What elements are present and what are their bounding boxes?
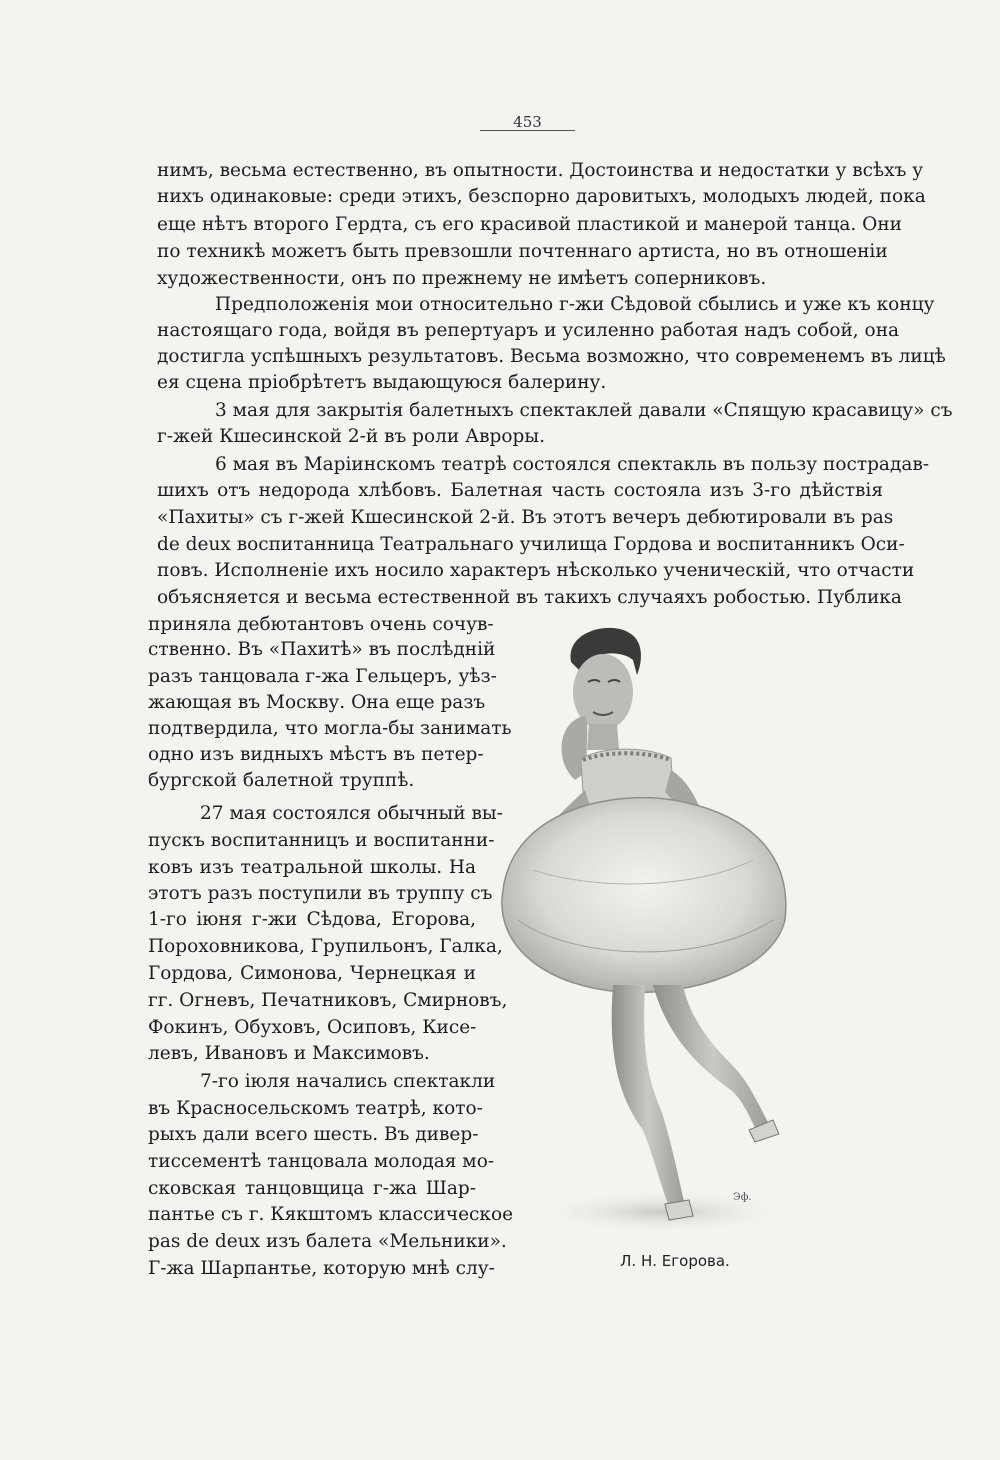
text-line: настоящаго года, войдя въ репертуаръ и усиленно работая надъ собой, она [157,320,900,341]
text-line: нимъ, весьма естественно, въ опытности. Достоинства и недостатки у всѣхъ у [157,160,924,181]
text-line: 3 мая для закрытія балетныхъ спектаклей давали «Спящую красавицу» съ [215,400,953,421]
text-line: pas de deux изъ балета «Мельники». [148,1231,507,1252]
page-number: 453 [513,113,542,131]
text-line: Пороховникова, Групильонъ, Галка, [148,936,503,957]
text-line: приняла дебютантовъ очень сочув- [148,614,494,635]
text-line: подтвердила, что могла-бы занимать [148,718,512,739]
text-line: ственно. Въ «Пахитѣ» въ послѣдній [148,639,496,660]
text-line: одно изъ видныхъ мѣстъ въ петер- [148,744,484,765]
text-line: ея сцена пріобрѣтетъ выдающуюся балерину. [157,372,607,393]
text-line: «Пахиты» съ г-жей Кшесинской 2-й. Въ этотъ вечеръ дебютировали въ pas [157,507,894,528]
text-line: жающая въ Москву. Она еще разъ [148,692,486,713]
page-number-rule [480,130,575,131]
text-line: повъ. Исполненіе ихъ носило характеръ нѣсколько ученическій, что отчасти [157,560,915,581]
text-line: Предположенія мои относительно г-жи Сѣдовой сбылись и уже къ концу [215,294,935,315]
text-line: пантье съ г. Кякштомъ классическое [148,1204,514,1225]
text-line: Гордова, Симонова, Чернецкая и [148,963,476,984]
text-line: левъ, Ивановъ и Максимовъ. [148,1043,430,1064]
text-line: по техникѣ можетъ быть превзошли почтеннаго артиста, но въ отношеніи [157,241,888,262]
text-line: 1-го іюня г-жи Сѣдова, Егорова, [148,909,476,930]
text-line: разъ танцовала г-жа Гельцеръ, уѣз- [148,666,497,687]
text-line: Фокинъ, Обуховъ, Осиповъ, Кисе- [148,1017,477,1038]
text-line: шихъ отъ недорода хлѣбовъ. Балетная часть состояла изъ 3-го дѣйствія [157,480,883,501]
text-line: гг. Огневъ, Печатниковъ, Смирновъ, [148,990,508,1011]
text-line: de deux воспитанница Театральнаго училища Гордова и воспитанникъ Оси- [157,534,905,555]
ballerina-photo [493,620,793,1240]
text-line: еще нѣтъ второго Гердта, съ его красивой пластикой и манерой танца. Они [157,214,903,235]
text-line: въ Красносельскомъ театрѣ, кото- [148,1098,483,1119]
text-line: художественности, онъ по прежнему не имѣетъ соперниковъ. [157,268,767,289]
text-line: сковская танцовщица г-жа Шар- [148,1178,476,1199]
artist-signature: Эф. [733,1192,752,1203]
text-line: 6 мая въ Маріинскомъ театрѣ состоялся спектакль въ пользу пострадав- [215,454,930,475]
text-line: пускъ воспитанницъ и воспитанни- [148,830,495,851]
text-line: 27 мая состоялся обычный вы- [200,803,503,824]
text-line: нихъ одинаковые: среди этихъ, безспорно даровитыхъ, молодыхъ людей, пока [157,186,926,207]
text-line: объясняется и весьма естественной въ такихъ случаяхъ робостью. Публика [157,587,902,608]
text-line: этотъ разъ поступили въ труппу съ [148,883,493,904]
text-line: достигла успѣшныхъ результатовъ. Весьма возможно, что современемъ въ лицѣ [157,346,946,367]
text-line: рыхъ дали всего шесть. Въ дивер- [148,1124,479,1145]
text-line: Г-жа Шарпантье, которую мнѣ слу- [148,1258,495,1279]
text-line: ковъ изъ театральной школы. На [148,857,476,878]
photo-caption: Л. Н. Егорова. [620,1252,730,1270]
text-line: 7-го іюля начались спектакли [200,1071,496,1092]
text-line: тиссементѣ танцовала молодая мо- [148,1151,495,1172]
text-line: г-жей Кшесинской 2-й въ роли Авроры. [157,426,545,447]
text-line: бургской балетной труппѣ. [148,770,415,791]
